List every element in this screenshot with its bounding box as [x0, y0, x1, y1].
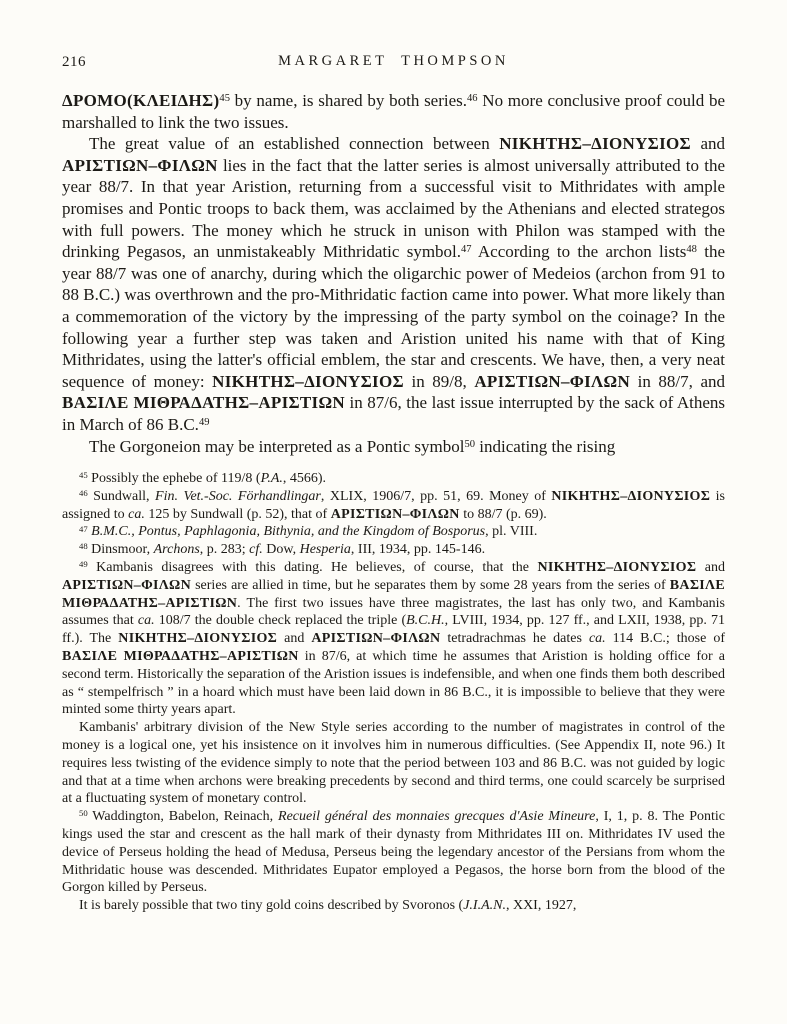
text-run: Waddington, Babelon, Reinach, — [87, 809, 279, 825]
text-run: . The first two issues have three magistrates, the last has only two, and Kambanis assumes that — [62, 595, 725, 629]
greek-text: ΝΙΚΗΤΗΣ–ΔΙΟΝΥΣΙΟΣ — [118, 631, 278, 647]
text-run: in 87/6, at which time he assumes that Aristion is holding office for a second term. Historically the separation of the Aristion issues is indefensible, and when one finds them both described as “ stempelfrisch ” in a hoard which must have been laid down in 86 B.C., it is impossible to believe that they were minted some thirty years apart. — [62, 649, 725, 718]
footnote-ref: 49 — [79, 559, 88, 570]
text-run: in 87/6, the last issue interrupted by the sack of Athens in March of 86 B.C. — [62, 393, 725, 434]
footnote-ref: 46 — [79, 488, 88, 498]
text-run: , pl. VIII. — [485, 524, 538, 540]
text-run: 114 B.C.; those of — [605, 631, 725, 647]
footnote-ref: 48 — [686, 244, 697, 256]
footnote-ref: 50 — [79, 808, 88, 819]
greek-text: ΒΑΣΙΛΕ ΜΙΘΡΑΔΑΤΗΣ–ΑΡΙΣΤΙΩΝ — [62, 393, 345, 413]
text-run: According to the archon lists — [471, 242, 687, 262]
text-run: Kambanis' arbitrary division of the New Style series according to the number of magistrates in control of the money is a logical one, yet his insistence on it involves him in numerous difficulties. (See Appendix II, note 96.) It requires less twisting of the evidence simply to note that the period between 103 and 86 B.C. was not guided by logic and that at a time when archons were breaking precedents by second and third terms, one could scarcely be surprised at a fluctuating system of monetary control. — [62, 720, 725, 807]
italic-text: P.A. — [260, 471, 283, 487]
footnote-ref: 50 — [464, 438, 476, 450]
page-header — [62, 52, 725, 74]
greek-text: ΑΡΙΣΤΙΩΝ–ΦΙΛΩΝ — [474, 371, 631, 391]
greek-text: ΝΙΚΗΤΗΣ–ΔΙΟΝΥΣΙΟΣ — [499, 134, 691, 154]
text-run: Sundwall, — [87, 488, 156, 504]
text-run: is assigned to — [62, 488, 726, 522]
text-run: Dinsmoor, — [87, 542, 154, 558]
italic-text: B.M.C., Pontus, Paphlagonia, Bithynia, and the Kingdom of Bosporus — [91, 524, 486, 540]
text-run: , III, 1934, pp. 145-146. — [350, 542, 486, 558]
text-run: and — [696, 560, 725, 576]
italic-text: Recueil général des monnaies grecques d'Asie Mineure — [278, 809, 596, 825]
footnote-paragraph — [62, 897, 725, 915]
greek-text: ΝΙΚΗΤΗΣ–ΔΙΟΝΥΣΙΟΣ — [537, 560, 697, 576]
italic-text: J.I.A.N. — [463, 898, 506, 914]
text-run: Dow, — [262, 542, 300, 558]
footnote-paragraph — [62, 541, 725, 559]
text-run: , 4566). — [282, 471, 327, 487]
text-run: The great value of an established connection between — [89, 134, 500, 154]
text-run: The Gorgoneion may be interpreted as a Pontic symbol — [89, 436, 465, 456]
italic-text: Fin. Vet.-Soc. Förhandlingar — [155, 488, 321, 504]
text-run: series are allied in time, but he separates them by some 28 years from the series of — [190, 577, 670, 593]
text-run: 125 by Sundwall (p. 52), that of — [144, 506, 331, 522]
text-run: by name, is shared by both series. — [229, 91, 468, 110]
greek-text: ΑΡΙΣΤΙΩΝ–ΦΙΛΩΝ — [62, 155, 218, 175]
footnote-ref: 45 — [219, 93, 230, 105]
footnote-paragraph — [62, 559, 725, 719]
text-run: No more conclusive proof could be marshalled to link the two issues. — [62, 91, 725, 132]
text-run: Possibly the ephebe of 119/8 ( — [87, 471, 261, 487]
footnote-ref: 48 — [79, 541, 88, 552]
text-run: , XLIX, 1906/7, pp. 51, 69. Money of — [320, 488, 552, 504]
text-run: , I, 1, p. 8. The Pontic kings used the star and crescent as the hall mark of their dynasty from Mithridates III on. Mithridates IV used the device of Perseus holding the head of Medusa, Perseus being the legendary ancestor of the Persians from whom the Mithridatic house was descended. Mithridates Eupator employed a Pegasos, the horse born from the blood of the Gorgon killed by Perseus. — [62, 809, 725, 896]
text-run: It is barely possible that two tiny gold coins described by Svoronos ( — [79, 898, 464, 914]
text-run: , p. 283; — [199, 542, 250, 558]
text-run: , XXI, 1927, — [505, 898, 577, 914]
footnote-paragraph — [62, 808, 725, 897]
footnote-paragraph — [62, 488, 725, 524]
footnote-paragraph — [62, 719, 725, 808]
text-run: 108/7 the double check replaced the triple ( — [154, 613, 407, 629]
body-paragraph — [62, 133, 725, 435]
text-run: and — [277, 631, 312, 647]
text-run: Kambanis disagrees with this dating. He believes, of course, that the — [87, 560, 538, 576]
text-run: and — [690, 134, 726, 154]
body-paragraph — [62, 436, 725, 458]
text-run: the year 88/7 was one of anarchy, during which the oligarchic power of Medeios (archon from 91 to 88 B.C.) was overthrown and the pro-Mithridatic faction came into power. What more likely than a commemoration of the victory by the impressing of the party symbol on the coinage? In the following year a further step was taken and Aristion united his name with that of King Mithridates, using the latter's official emblem, the star and crescents. We have, then, a very neat sequence of money: — [62, 242, 725, 391]
footnote-ref: 49 — [198, 417, 210, 429]
text-run: tetradrachmas he dates — [440, 631, 589, 647]
page-number: 216 — [62, 54, 86, 70]
italic-text: ca. — [137, 613, 155, 629]
footnote-paragraph — [62, 470, 725, 488]
italic-text: ca. — [588, 631, 606, 647]
body-text — [62, 90, 725, 457]
italic-text: Archons — [153, 542, 200, 558]
greek-text: ΑΡΙΣΤΙΩΝ–ΦΙΛΩΝ — [62, 577, 191, 593]
greek-text: ΒΑΣΙΛΕ ΜΙΘΡΑΔΑΤΗΣ–ΑΡΙΣΤΙΩΝ — [62, 577, 725, 611]
greek-text: ΝΙΚΗΤΗΣ–ΔΙΟΝΥΣΙΟΣ — [551, 488, 711, 504]
greek-text: ΔΡΟΜΟ(ΚΛΕΙΔΗΣ) — [62, 91, 220, 110]
text-run: to 88/7 (p. 69). — [459, 506, 547, 522]
footnotes-section — [62, 470, 725, 915]
text-run: lies in the fact that the latter series is almost universally attributed to the year 88/7. In that year Aristion, returning from a successful visit to Mithridates with ample promises and Pontic troops to back them, was acclaimed by the Athenians and elected strategos with full powers. The money which he struck in unison with Philon was stamped with the drinking Pegasos, an unmistakeably Mithridatic symbol. — [62, 155, 725, 262]
footnote-ref: 47 — [79, 523, 88, 534]
running-head: MARGARET THOMPSON — [278, 53, 509, 69]
footnote-ref: 45 — [79, 470, 88, 481]
greek-text: ΝΙΚΗΤΗΣ–ΔΙΟΝΥΣΙΟΣ — [212, 371, 404, 391]
italic-text: cf. — [249, 542, 263, 558]
footnote-ref: 46 — [467, 93, 478, 105]
greek-text: ΑΡΙΣΤΙΩΝ–ΦΙΛΩΝ — [311, 631, 441, 647]
text-run: in 88/7, and — [630, 371, 725, 391]
italic-text: ca. — [128, 506, 145, 522]
footnote-ref: 47 — [461, 244, 472, 256]
text-run: , LVIII, 1934, pp. 127 ff., and LXII, 1938, pp. 71 ff.). The — [62, 613, 726, 647]
greek-text: ΒΑΣΙΛΕ ΜΙΘΡΑΔΑΤΗΣ–ΑΡΙΣΤΙΩΝ — [62, 649, 299, 665]
text-run: indicating the rising — [475, 436, 616, 456]
footnote-paragraph — [62, 523, 725, 541]
italic-text: B.C.H. — [406, 613, 445, 629]
italic-text: Hesperia — [299, 542, 351, 558]
body-paragraph — [62, 90, 725, 133]
greek-text: ΑΡΙΣΤΙΩΝ–ΦΙΛΩΝ — [330, 506, 460, 522]
text-run: in 89/8, — [403, 371, 475, 391]
